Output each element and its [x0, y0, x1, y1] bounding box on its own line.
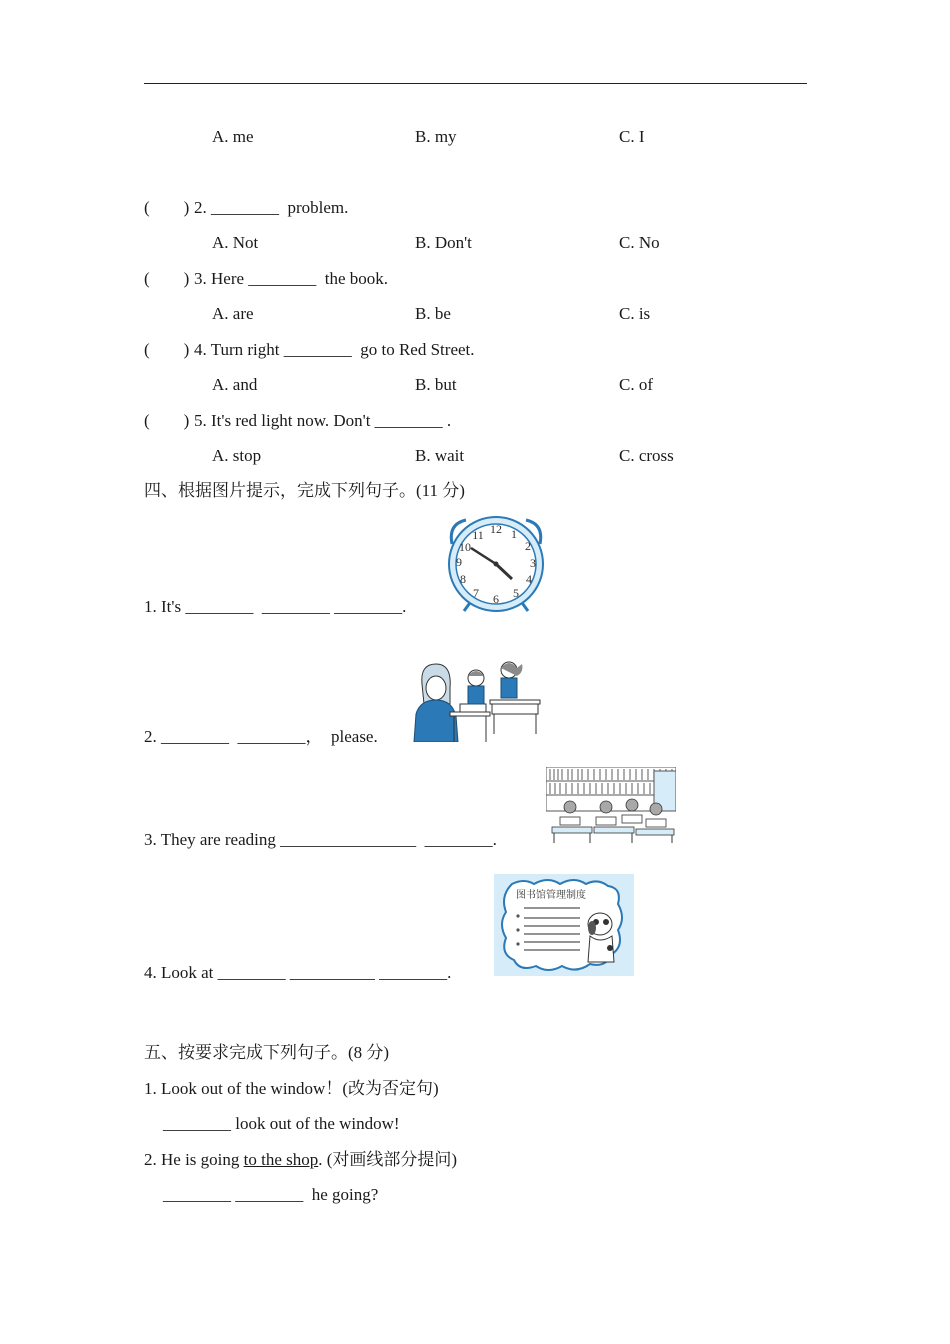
part5-q1: 1. Look out of the window！(改为否定句)	[144, 1079, 439, 1098]
q3-text: 3. Here ________ the book.	[194, 269, 389, 288]
part5-q2-underlined: to the shop	[243, 1150, 319, 1169]
part4-heading: 四、根据图片提示，完成下列句子。(11 分)	[144, 481, 465, 500]
part4-item-4: 4. Look at ________ __________ ________.	[144, 963, 452, 982]
q3-paren: ( )	[144, 269, 190, 288]
q4-option-c: C. of	[619, 375, 653, 394]
q2-option-a: A. Not	[212, 233, 259, 252]
header-rule	[144, 83, 807, 84]
part5-heading: 五、按要求完成下列句子。(8 分)	[144, 1043, 390, 1062]
svg-text:2: 2	[525, 539, 531, 553]
svg-text:4: 4	[526, 572, 532, 586]
part5-q1-answer-line: ________ look out of the window!	[163, 1114, 400, 1133]
q1-option-a: A. me	[212, 127, 254, 146]
q1-option-b: B. my	[415, 127, 457, 146]
svg-text:5: 5	[513, 586, 519, 600]
q3-option-a: A. are	[212, 304, 254, 323]
classroom-illustration	[406, 654, 542, 742]
q3-option-b: B. be	[415, 304, 451, 323]
svg-text:7: 7	[473, 586, 479, 600]
q4-option-b: B. but	[415, 375, 457, 394]
q5-paren: ( )	[144, 411, 190, 430]
part4-item-1: 1. It's ________ ________ ________.	[144, 597, 407, 616]
part4-item-2: 2. ________ ________， please.	[144, 727, 378, 746]
q4-text: 4. Turn right ________ go to Red Street.	[194, 340, 475, 359]
q2-option-c: C. No	[619, 233, 660, 252]
svg-text:11: 11	[472, 528, 484, 542]
q5-text: 5. It's red light now. Don't ________ .	[194, 411, 452, 430]
library-reading-illustration	[546, 767, 676, 843]
part5-q2-answer-line: ________ ________ he going?	[163, 1185, 379, 1204]
svg-text:6: 6	[493, 592, 499, 606]
q5-option-c: C. cross	[619, 446, 674, 465]
svg-text:1: 1	[511, 527, 517, 541]
q5-option-b: B. wait	[415, 446, 465, 465]
q5-option-a: A. stop	[212, 446, 262, 465]
svg-text:12: 12	[490, 522, 502, 536]
q3-option-c: C. is	[619, 304, 651, 323]
q2-option-b: B. Don't	[415, 233, 472, 252]
q4-option-a: A. and	[212, 375, 258, 394]
q2-text: 2. ________ problem.	[194, 198, 349, 217]
q1-option-c: C. I	[619, 127, 645, 146]
alarm-clock-illustration	[442, 514, 550, 614]
poster-title: 图书馆管理制度	[516, 890, 586, 901]
part5-q2	[144, 1150, 457, 1170]
svg-text:10: 10	[459, 540, 471, 554]
library-rules-poster	[494, 874, 634, 976]
q4-paren: ( )	[144, 340, 190, 359]
svg-text:9: 9	[456, 555, 462, 569]
svg-text:8: 8	[460, 572, 466, 586]
q2-paren: ( )	[144, 198, 190, 217]
part5-q2-after: . (对画线部分提问)	[318, 1150, 458, 1169]
part4-item-3: 3. They are reading ________________ ________.	[144, 830, 497, 849]
svg-text:3: 3	[530, 556, 536, 570]
part5-q2-before: 2. He is going	[144, 1150, 244, 1169]
